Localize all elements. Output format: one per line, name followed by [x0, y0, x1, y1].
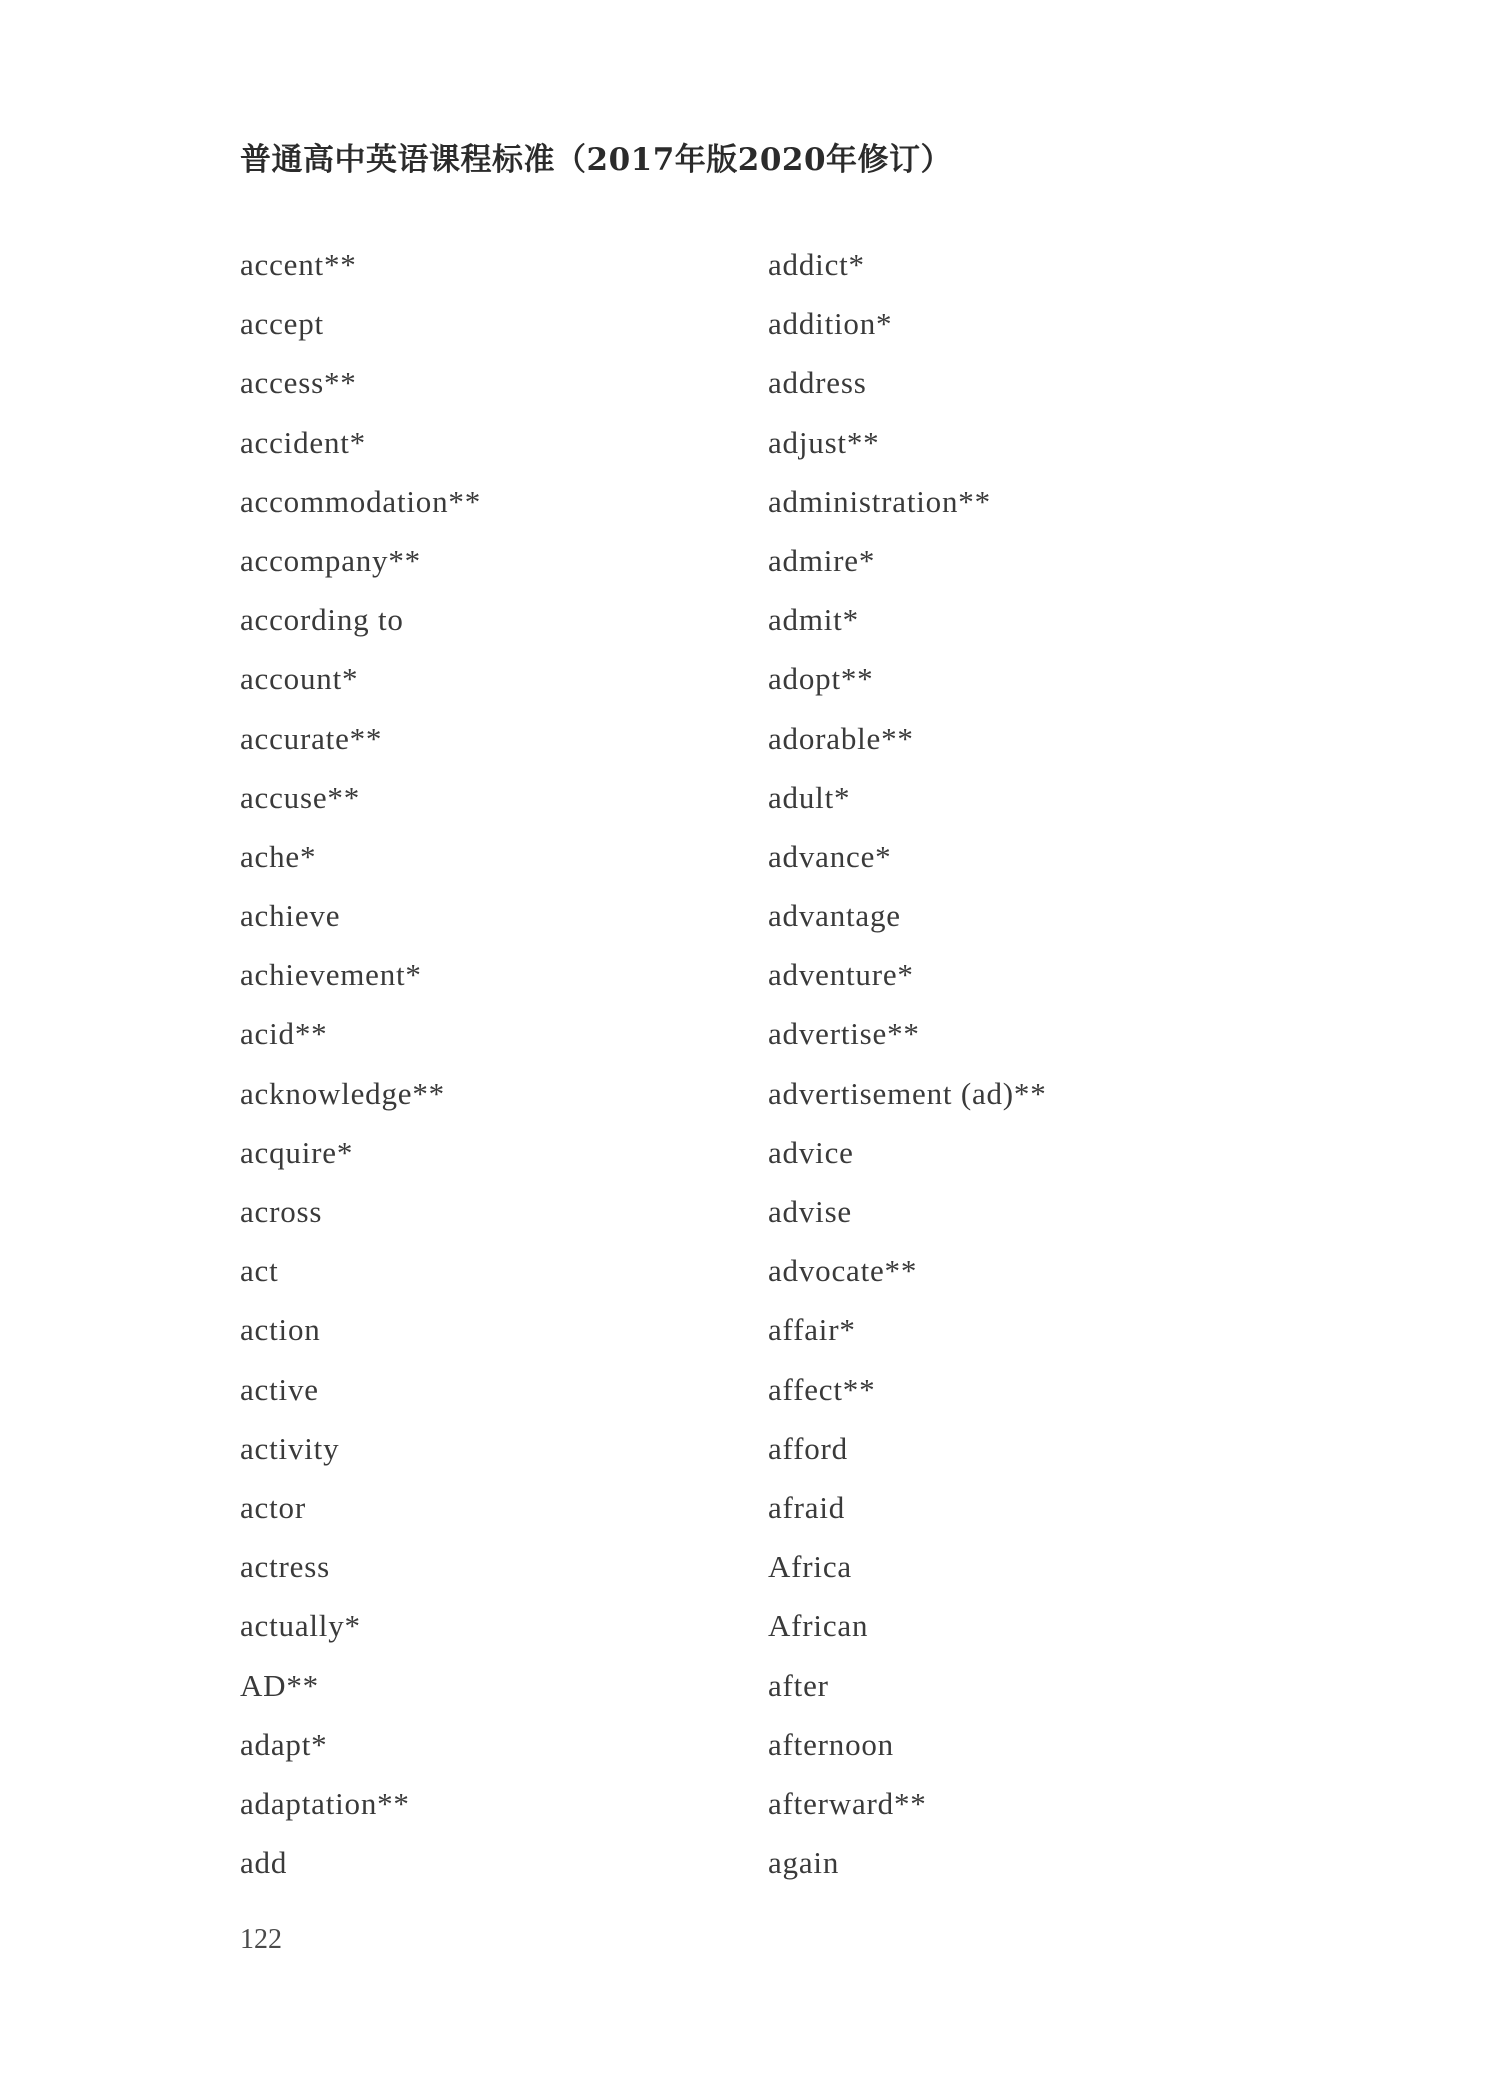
vocabulary-word: account*	[240, 661, 359, 697]
vocabulary-word: advance*	[768, 838, 892, 874]
vocabulary-word: advantage	[768, 898, 901, 934]
vocabulary-word: achievement*	[240, 957, 422, 993]
vocabulary-word: actor	[240, 1489, 306, 1525]
vocabulary-word: actress	[240, 1549, 330, 1585]
vocabulary-word: adapt*	[240, 1726, 328, 1762]
vocabulary-word: again	[768, 1845, 840, 1881]
vocabulary-word: act	[240, 1253, 279, 1289]
vocabulary-word: advise	[768, 1194, 852, 1229]
page-number: 122	[240, 1924, 282, 1955]
vocabulary-word: affect**	[768, 1371, 876, 1407]
vocabulary-word: according to	[240, 602, 404, 638]
vocabulary-word: address	[768, 365, 867, 401]
vocabulary-word: afterward**	[768, 1785, 927, 1821]
vocabulary-word: ache*	[240, 838, 317, 874]
vocabulary-word: admire*	[768, 542, 876, 578]
vocabulary-word: afraid	[768, 1489, 846, 1525]
vocabulary-word: afternoon	[768, 1726, 894, 1762]
vocabulary-word: afford	[768, 1430, 848, 1466]
vocabulary-word: active	[240, 1371, 319, 1407]
vocabulary-word: adventure*	[768, 957, 914, 993]
vocabulary-word: accommodation**	[240, 483, 481, 519]
word-list-left-column	[240, 244, 481, 1901]
page-header-title: 普通高中英语课程标准（2017年版2020年修订）	[240, 142, 953, 178]
vocabulary-word: activity	[240, 1430, 340, 1466]
word-list-right-column	[768, 244, 1047, 1901]
vocabulary-word: accompany**	[240, 542, 421, 578]
vocabulary-word: accuse**	[240, 779, 361, 815]
vocabulary-word: advice	[768, 1134, 854, 1170]
vocabulary-word: adaptation**	[240, 1785, 410, 1821]
vocabulary-word: acid**	[240, 1016, 328, 1052]
vocabulary-word: add	[240, 1845, 288, 1881]
vocabulary-word: acknowledge**	[240, 1075, 445, 1111]
vocabulary-word: action	[240, 1312, 321, 1348]
vocabulary-word: accurate**	[240, 720, 383, 756]
vocabulary-word: Africa	[768, 1549, 852, 1585]
vocabulary-word: accent**	[240, 247, 357, 282]
vocabulary-word: access**	[240, 365, 357, 401]
vocabulary-word: adorable**	[768, 720, 914, 756]
vocabulary-word: after	[768, 1667, 829, 1703]
vocabulary-word: adopt**	[768, 661, 874, 697]
vocabulary-word: accept	[240, 306, 324, 342]
vocabulary-word: affair*	[768, 1312, 856, 1348]
vocabulary-word: addict*	[768, 247, 865, 282]
vocabulary-word: admit*	[768, 602, 859, 638]
vocabulary-word: advocate**	[768, 1253, 918, 1289]
vocabulary-word: achieve	[240, 898, 341, 934]
vocabulary-word: acquire*	[240, 1134, 354, 1170]
vocabulary-word: adult*	[768, 779, 851, 815]
vocabulary-word: actually*	[240, 1608, 361, 1644]
vocabulary-word: across	[240, 1194, 323, 1229]
vocabulary-word: advertise**	[768, 1016, 920, 1052]
vocabulary-word: AD**	[240, 1667, 319, 1703]
vocabulary-word: advertisement (ad)**	[768, 1075, 1047, 1111]
vocabulary-word: African	[768, 1608, 869, 1644]
vocabulary-word: accident*	[240, 424, 366, 460]
vocabulary-word: adjust**	[768, 424, 880, 460]
vocabulary-word: addition*	[768, 306, 893, 342]
vocabulary-word: administration**	[768, 483, 991, 519]
